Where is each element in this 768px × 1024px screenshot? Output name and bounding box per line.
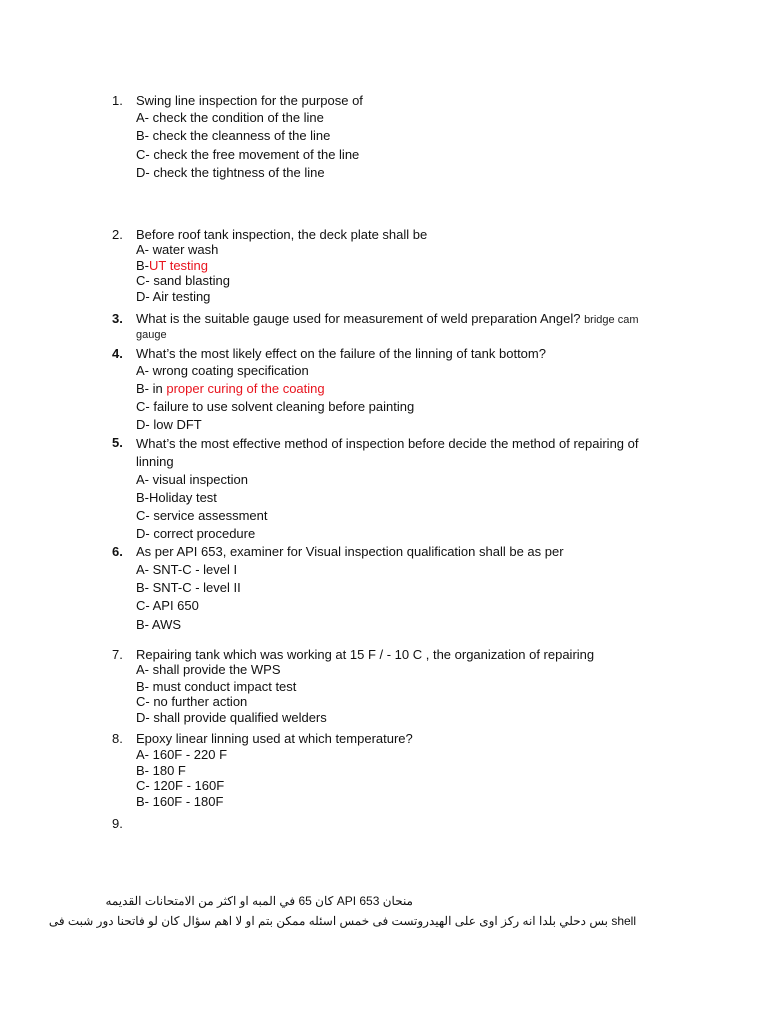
answer-option: C- 120F - 160F — [136, 778, 225, 793]
answer-option: C- failure to use solvent cleaning before painting — [136, 399, 415, 414]
option-prefix: B- — [136, 258, 149, 273]
answer-option: C- service assessment — [136, 508, 268, 523]
answer-option: A- check the condition of the line — [136, 110, 324, 125]
question-stem: Epoxy linear linning used at which temperature? — [136, 731, 413, 746]
question-number: 3. — [112, 311, 123, 326]
question-stem: What’s the most likely effect on the failure of the linning of tank bottom? — [136, 346, 546, 361]
answer-option: B- 180 F — [136, 763, 186, 778]
answer-option: A- visual inspection — [136, 472, 248, 487]
answer-option: A- water wash — [136, 242, 219, 257]
answer-option: D- shall provide qualified welders — [136, 710, 327, 725]
question-stem — [136, 311, 638, 326]
highlighted-answer: UT testing — [149, 258, 209, 273]
question-number: 8. — [112, 731, 123, 746]
answer-option: A- SNT-C - level I — [136, 562, 238, 577]
question-number: 9. — [112, 816, 123, 831]
answer-option: A- 160F - 220 F — [136, 747, 228, 762]
answer-option: B- must conduct impact test — [136, 679, 297, 694]
question-number: 6. — [112, 544, 123, 559]
answer-option: B- SNT-C - level II — [136, 580, 241, 595]
answer-option: D- low DFT — [136, 417, 202, 432]
answer-option: B-Holiday test — [136, 490, 217, 505]
answer-option — [136, 381, 325, 396]
answer-option: B- check the cleanness of the line — [136, 128, 331, 143]
question-stem: As per API 653, examiner for Visual inspection qualification shall be as per — [136, 544, 564, 559]
arabic-note-line-2: shell بس دحلي بلدا انه ركز اوى على الهيدروتست فى خمس اسئله ممكن بتم او لا اهم سؤال كان لو فاتحنا دور شبت فى — [48, 914, 636, 928]
answer-option: C- API 650 — [136, 598, 199, 613]
question-stem: Repairing tank which was working at 15 F / - 10 C , the organization of repairing — [136, 647, 595, 662]
answer-option: C- no further action — [136, 694, 248, 709]
question-number: 7. — [112, 647, 123, 662]
highlighted-answer: proper curing of the coating — [166, 381, 325, 396]
answer-option: D- check the tightness of the line — [136, 165, 325, 180]
question-stem: What’s the most effective method of inspection before decide the method of repairing of linning — [136, 436, 639, 469]
question-number: 2. — [112, 227, 123, 242]
handwritten-note: bridge cam — [584, 314, 639, 326]
question-stem: Swing line inspection for the purpose of — [136, 93, 363, 108]
question-text: What is the suitable gauge used for measurement of weld preparation Angel? — [136, 311, 581, 326]
answer-option: B- AWS — [136, 617, 182, 632]
answer-option — [136, 258, 208, 273]
question-number: 4. — [112, 346, 123, 361]
answer-option: C- sand blasting — [136, 273, 230, 288]
question-number: 1. — [112, 93, 123, 108]
answer-option: A- wrong coating specification — [136, 363, 309, 378]
answer-option: D- correct procedure — [136, 526, 256, 541]
answer-option: A- shall provide the WPS — [136, 662, 281, 677]
arabic-note-line-1: منحان API 653 كان 65 في المبه او اكثر من الامتحانات القديمه — [105, 894, 413, 908]
answer-option: B- 160F - 180F — [136, 794, 224, 809]
question-number: 5. — [112, 435, 123, 450]
answer-option: D- Air testing — [136, 289, 211, 304]
option-prefix: B- in — [136, 381, 167, 396]
handwritten-note-continued: gauge — [136, 329, 167, 341]
answer-option: C- check the free movement of the line — [136, 147, 360, 162]
question-stem: Before roof tank inspection, the deck plate shall be — [136, 227, 428, 242]
